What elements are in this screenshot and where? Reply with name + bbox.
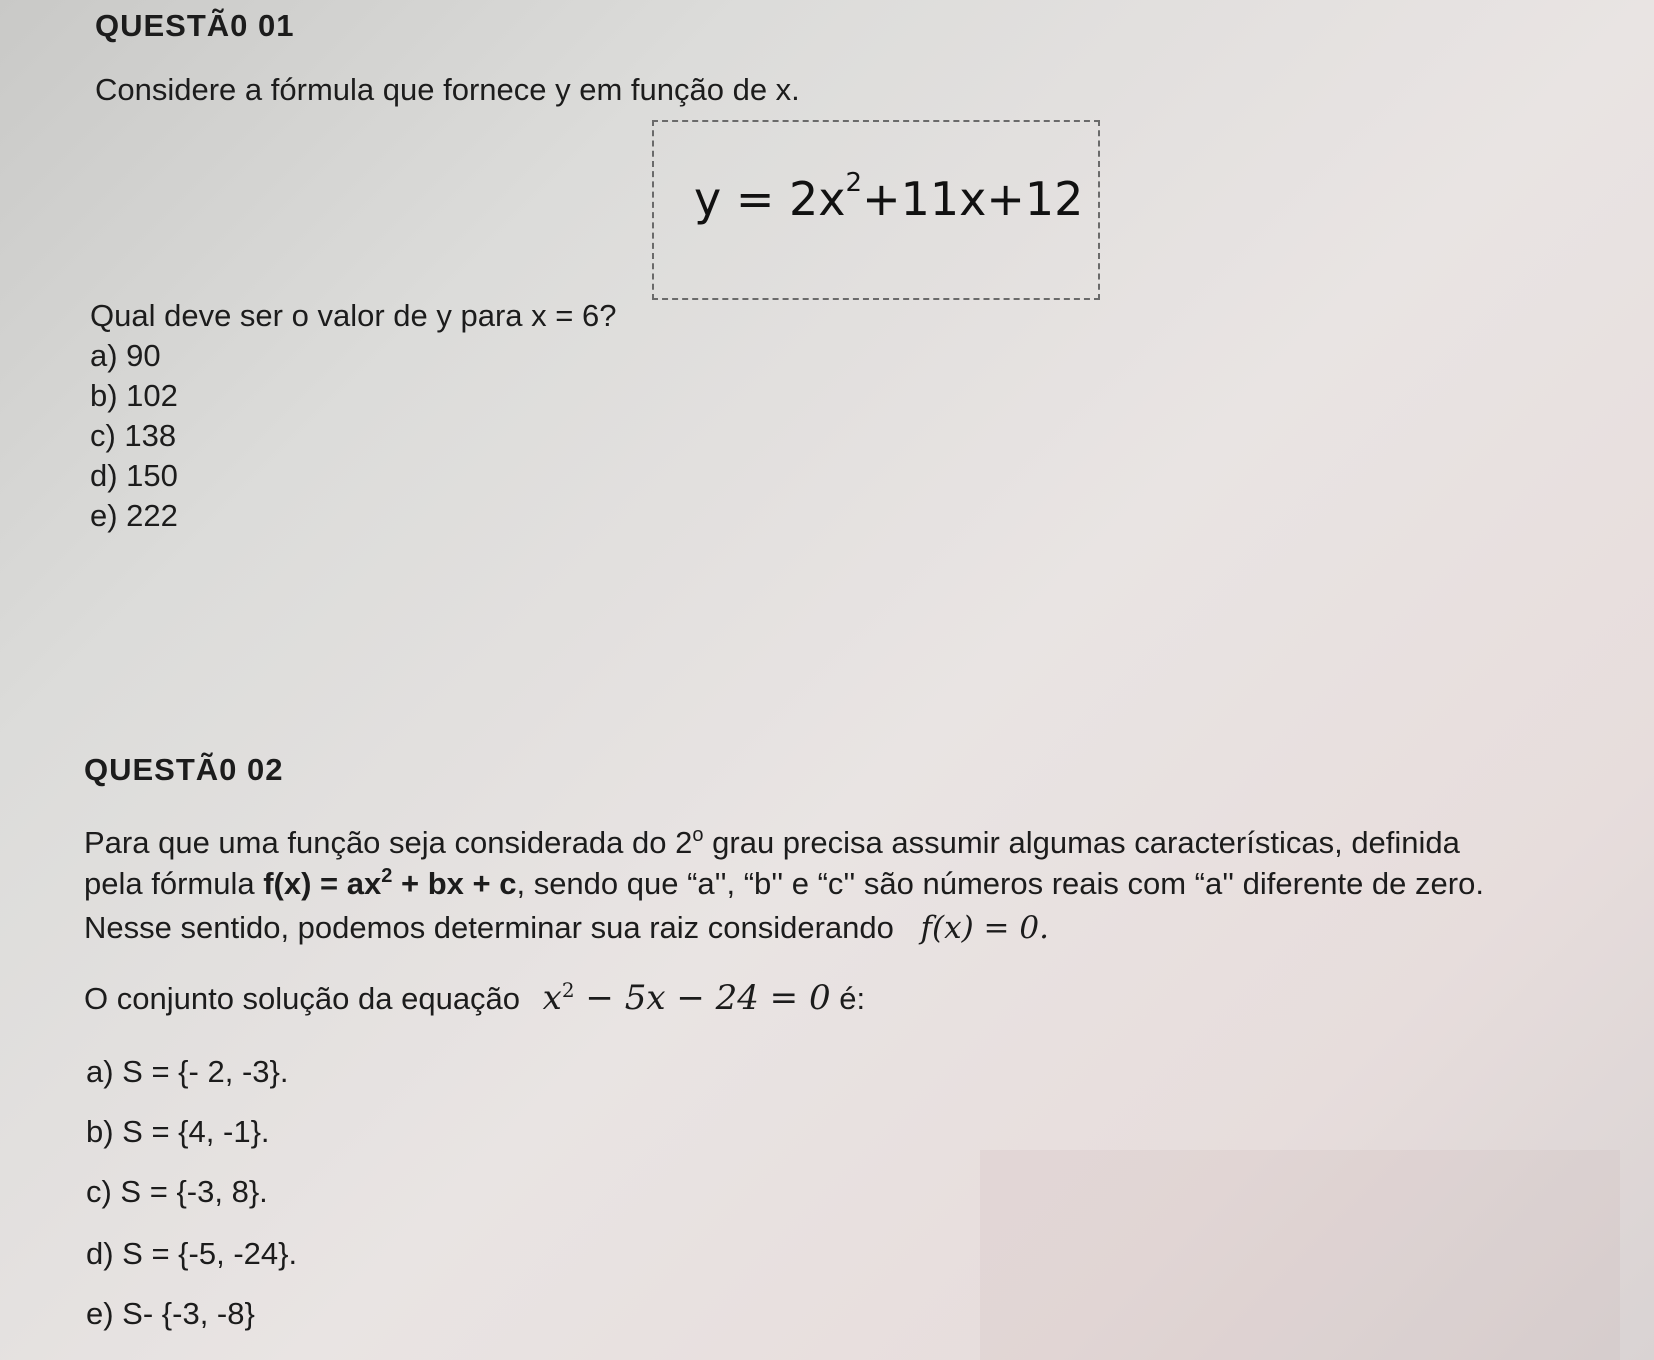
q2-option-c: c) S = {-3, 8}. [86,1174,268,1209]
formula-equals: = [735,172,775,226]
q1-title: QUESTÃ0 01 [95,8,295,43]
q1-option-e: e) 222 [90,498,178,533]
q2-equation-rest: − 5x − 24 = 0 [585,978,831,1018]
q1-option-c: c) 138 [90,418,177,453]
q2-formula-part1: f(x) = ax [263,866,382,901]
q2-formula-sup: 2 [381,865,393,887]
q2-p2-text-a: pela fórmula [84,866,255,901]
q2-p2-text-b: , sendo que “a'', “b'' e “c'' são números reais com “a'' diferente de zero. [516,866,1484,901]
q1-formula-box [652,120,1100,300]
q2-option-a: a) S = {- 2, -3}. [86,1054,289,1089]
q2-general-formula [263,866,516,901]
q1-question [90,298,616,334]
q2-formula-part2: + bx + c [401,866,517,901]
q1-question-suffix: ? [599,298,617,333]
q2-p1-text-b: grau precisa assumir algumas características, definida [712,825,1460,860]
q1-question-text: Qual deve ser o valor de y para [90,298,523,333]
formula-coef: 2x [789,172,846,226]
q2-equation [543,978,831,1018]
q1-question-math: x = 6 [531,298,600,333]
q2-question [84,978,865,1018]
formula-exponent: 2 [845,168,863,198]
q1-option-a: a) 90 [90,338,161,373]
formula-y: y [694,172,722,226]
q2-option-d: d) S = {-5, -24}. [86,1236,298,1271]
q2-option-b: b) S = {4, -1}. [86,1114,270,1149]
q2-p1-degree: 2 [675,825,693,860]
q2-p1-degree-sup: o [692,824,704,846]
q2-question-text: O conjunto solução da equação [84,981,521,1016]
q2-paragraph-line1 [84,825,1460,861]
q1-intro: Considere a fórmula que fornece y em função de x. [95,72,800,107]
q1-option-b: b) 102 [90,378,178,413]
q1-formula [694,168,1084,226]
q2-title: QUESTÃ0 02 [84,752,284,787]
q2-option-e: e) S- {-3, -8} [86,1296,255,1331]
q2-p3-math: f(x) = 0. [920,910,1049,946]
q2-paragraph-line3 [84,910,1049,946]
q1-option-d: d) 150 [90,458,178,493]
q2-question-suffix: é: [839,981,866,1016]
background-shadow [980,1150,1620,1360]
q2-p3-text: Nesse sentido, podemos determinar sua raiz considerando [84,910,894,945]
q2-equation-x: x [542,978,562,1018]
q2-p1-text-a: Para que uma função seja considerada do [84,825,667,860]
formula-rest: +11x+12 [862,172,1084,226]
q2-paragraph-line2 [84,866,1484,902]
q2-equation-sup: 2 [561,978,575,1002]
